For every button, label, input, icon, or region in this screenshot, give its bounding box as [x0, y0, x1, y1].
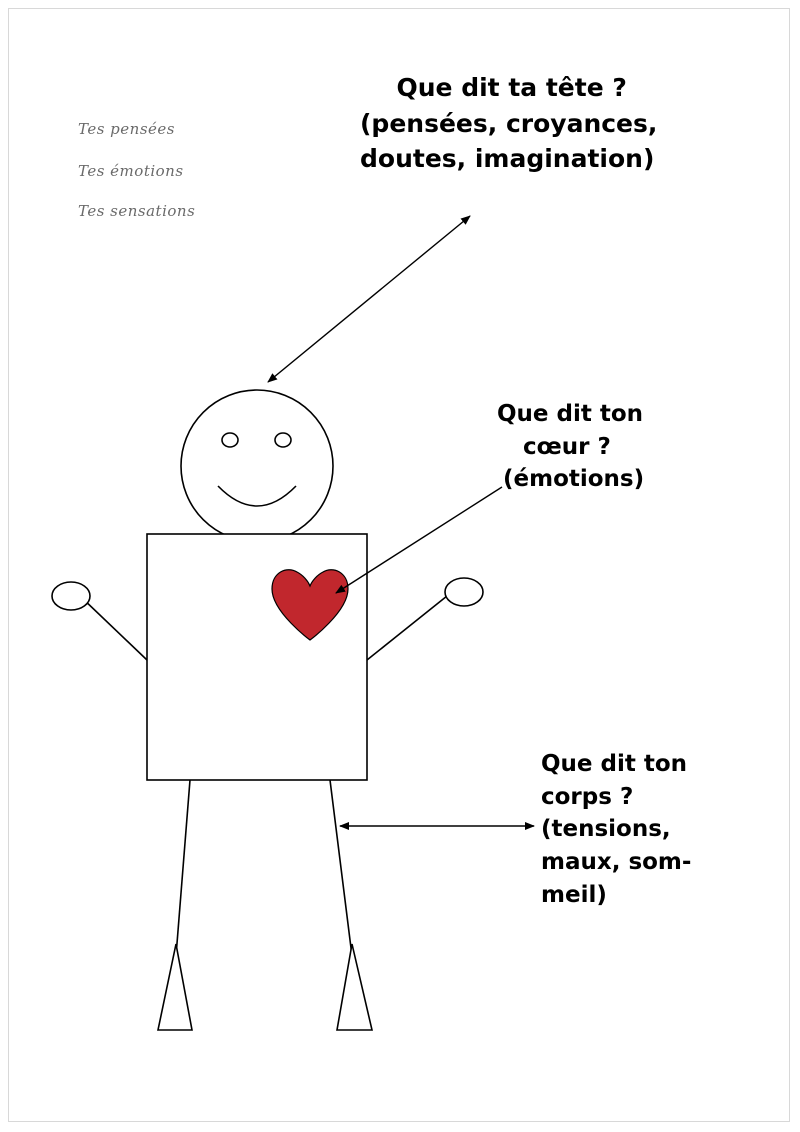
figure-foot-right	[337, 944, 372, 1030]
figure-eye-right	[275, 433, 291, 447]
callout-body-line-5: meil)	[541, 881, 607, 908]
callout-body-line-1: Que dit ton	[541, 751, 688, 777]
callout-body-line-3: (tensions,	[541, 816, 671, 843]
callout-head-line-3: doutes, imagination)	[360, 144, 655, 173]
figure-arm-right	[367, 596, 447, 660]
figure-eye-left	[222, 433, 238, 447]
figure-hand-right	[445, 578, 483, 606]
figure-arm-left	[80, 596, 147, 660]
callout-heart-line-1: Que dit ton	[497, 401, 644, 427]
figure-leg-left	[176, 780, 190, 956]
figure-head	[181, 390, 333, 542]
arrow-head	[268, 216, 470, 382]
callout-body-line-2: corps ?	[541, 783, 634, 810]
figure-foot-left	[158, 944, 192, 1030]
callout-body-line-4: maux, som-	[541, 848, 692, 875]
figure-hand-left	[52, 582, 90, 610]
figure-leg-right	[330, 780, 352, 956]
hand-note-sensations: Tes sensations	[78, 202, 196, 220]
callout-head-line-2: (pensées, croyances,	[360, 108, 658, 138]
callout-heart-line-3: (émotions)	[503, 466, 645, 493]
callout-head-line-1: Que dit ta tête ?	[396, 73, 627, 102]
callout-heart-line-2: cœur ?	[523, 433, 611, 460]
hand-note-emotions: Tes émotions	[78, 162, 184, 180]
hand-note-pensees: Tes pensées	[78, 120, 175, 138]
